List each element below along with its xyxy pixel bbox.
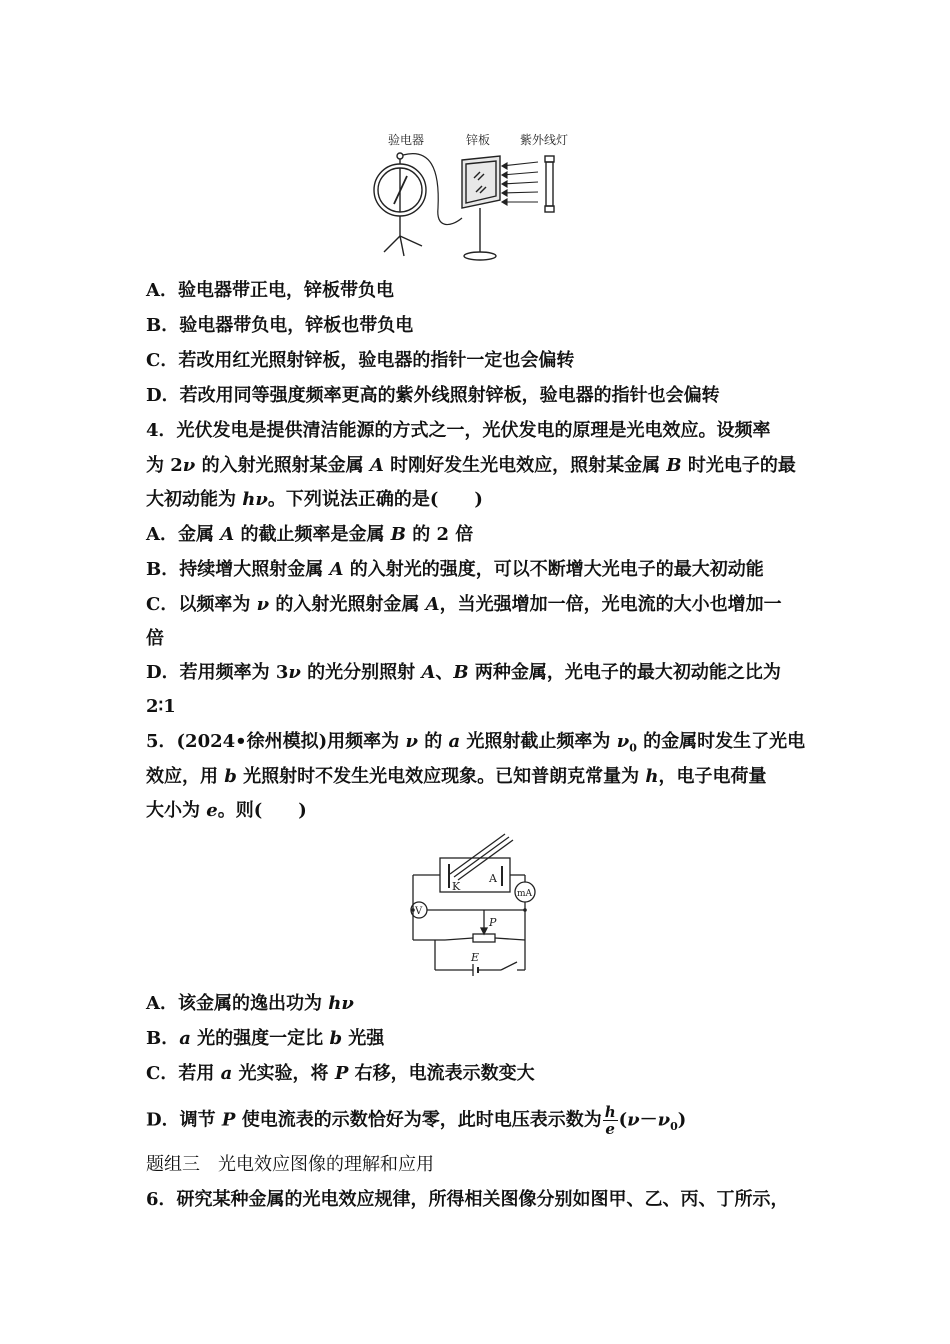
zinc-plate-icon [462,156,500,260]
q4-option-c-cont: 倍 [146,628,164,649]
q5-option-b: B．a 光的强度一定比 b 光强 [146,1028,385,1049]
q3-option-a: A．验电器带正电，锌板带负电 [146,280,394,301]
q4-option-d: D．若用频率为 3ν 的光分别照射 A、B 两种金属，光电子的最大初动能之比为 [146,662,781,683]
photocell-tube [440,858,510,892]
uv-lamp-label: 紫外线灯 [520,133,569,147]
cathode-label: K [452,880,461,893]
q4-stem-line2: 为 2ν 的入射光照射某金属 A 时刚好发生光电效应，照射某金属 B 时光电子的最 [146,455,796,476]
uv-lamp-icon [545,156,554,212]
q5-stem-line2: 效应，用 b 光照射时不发生光电效应现象。已知普朗克常量为 h，电子电荷量 [146,766,767,787]
q3-option-c: C．若改用红光照射锌板，验电器的指针一定也会偏转 [146,350,575,371]
q4-option-b: B．持续增大照射金属 A 的入射光的强度，可以不断增大光电子的最大初动能 [146,559,764,580]
fraction-h-over-e: $\frac{h}{e}$ [604,1103,616,1138]
section-heading: 题组三 光电效应图像的理解和应用 [146,1154,434,1175]
q4-stem-line3: 大初动能为 hν。下列说法正确的是( ) [146,489,483,510]
q6-stem-line1: 6．研究某种金属的光电效应规律，所得相关图像分别如图甲、乙、丙、丁所示， [146,1189,789,1210]
milliammeter-label: mA [517,889,533,899]
q5-stem-line3: 大小为 e。则( ) [146,800,307,821]
q5-option-d: D．调节 P 使电流表的示数恰好为零，此时电压表示数为 $\frac{h}{e}$ $(\nu-\nu_0)$ [146,1103,687,1138]
electroscope-label: 验电器 [388,133,425,147]
photoelectric-circuit-figure [405,830,545,978]
battery-label: E [471,951,480,964]
q3-option-d: D．若改用同等强度频率更高的紫外线照射锌板，验电器的指针也会偏转 [146,385,720,406]
anode-label: A [489,872,497,885]
q4-option-c: C．以频率为 ν 的入射光照射金属 A，当光强增加一倍，光电流的大小也增加一 [146,594,782,615]
connecting-wire [403,154,462,225]
q5-stem-line1: 5．(2024•徐州模拟)用频率为 ν 的 a 光照射截止频率为 $\nu_0$ 的金属时发生了光电 [146,731,806,755]
q4-option-d-cont: 2∶1 [146,696,176,717]
q4-option-a: A．金属 A 的截止频率是金属 B 的 2 倍 [146,524,474,545]
q5-option-c: C．若用 a 光实验，将 P 右移，电流表示数变大 [146,1063,535,1084]
q5-option-a: A．该金属的逸出功为 hν [146,993,354,1014]
uv-light-rays [502,162,538,205]
q3-option-b: B．验电器带负电，锌板也带负电 [146,315,414,336]
voltmeter-label: V [415,906,423,917]
slider-label: P [489,916,497,929]
electroscope-zinc-uv-figure [370,128,585,268]
q4-stem-line1: 4．光伏发电是提供清洁能源的方式之一，光伏发电的原理是光电效应。设频率 [146,420,771,441]
electroscope-icon [374,153,426,256]
zinc-plate-label: 锌板 [466,133,491,147]
